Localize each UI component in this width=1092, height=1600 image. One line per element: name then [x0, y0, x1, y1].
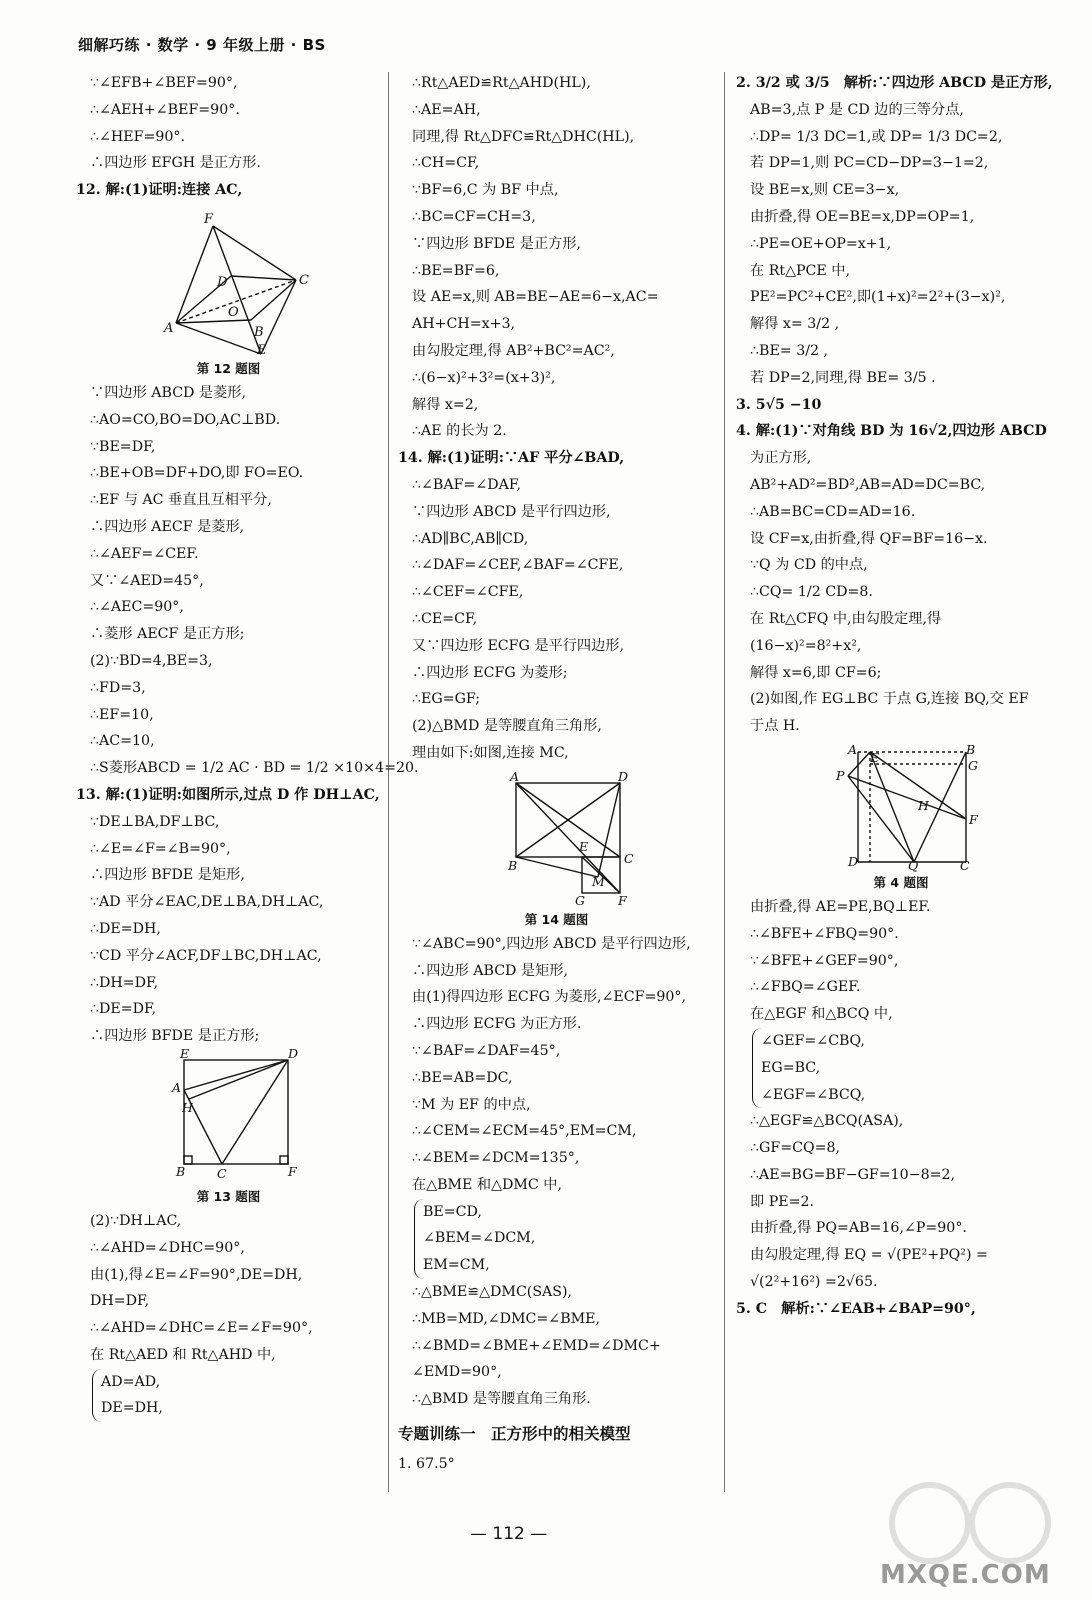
text-line: 又∵∠AED=45°,	[90, 572, 204, 589]
column-3	[736, 70, 1066, 1323]
text-line: ∴BE+OB=DF+DO,即 FO=EO.	[90, 465, 304, 482]
answer-5: 5. C 解析:∵∠EAB+∠BAP=90°,	[736, 1300, 976, 1317]
fig14-label: B	[508, 857, 518, 873]
text-line: ∴Rt△AED≌Rt△AHD(HL),	[412, 75, 591, 91]
text-line: 设 CF=x,由折叠,得 QF=BF=16−x.	[750, 530, 988, 547]
text-line: ∴∠AEC=90°,	[90, 599, 184, 616]
text-line: ∵四边形 BFDE 是正方形,	[412, 235, 582, 252]
text-block	[398, 1279, 715, 1413]
text-line: ∴CH=CF,	[412, 155, 480, 172]
text-line: ∵BF=6,C 为 BF 中点,	[412, 182, 559, 199]
fig12-label: B	[254, 324, 264, 340]
text-line: AB=3,点 P 是 CD 边的三等分点,	[750, 101, 964, 118]
question-13: 13. 解:(1)证明:如图所示,过点 D 作 DH⊥AC,	[76, 786, 380, 803]
text-block	[398, 931, 715, 1199]
text-line: 若 DP=2,同理,得 BE= 3/5 .	[750, 369, 936, 386]
fig13-label: H	[182, 1099, 193, 1115]
text-line: 为正方形,	[750, 450, 812, 467]
fig13-label: D	[288, 1045, 299, 1061]
text-line: ∴AD∥BC,AB∥CD,	[412, 530, 529, 547]
text-line: ∵∠BFE+∠GEF=90°,	[750, 952, 899, 969]
text-line: ∴四边形 BFDE 是正方形;	[90, 1028, 260, 1045]
column-divider	[724, 72, 725, 1492]
fig14-label: G	[575, 892, 585, 908]
text-line: ∴∠BAF=∠DAF,	[412, 476, 521, 493]
text-line: ∠BEM=∠DCM,	[423, 1230, 536, 1247]
text-line: ∴∠DAF=∠CEF,∠BAF=∠CFE,	[412, 557, 624, 574]
text-line: ∠GEF=∠CBQ,	[761, 1032, 865, 1049]
text-block	[76, 809, 381, 1050]
fig4-label: H	[918, 797, 929, 813]
page-number: — 112 —	[470, 1524, 548, 1544]
fig13-label: C	[217, 1165, 227, 1181]
text-line: ∴AE=BG=BF−GF=10−8=2,	[750, 1166, 956, 1183]
text-line: 又∵四边形 ECFG 是平行四边形,	[412, 637, 624, 654]
answer-1: 1. 67.5°	[398, 1456, 455, 1473]
text-line: 由(1),得∠E=∠F=90°,DE=DH,	[90, 1266, 303, 1283]
text-line: ∴四边形 ECFG 为菱形;	[412, 664, 568, 681]
fig12-label: C	[299, 272, 309, 288]
text-line: ∴FD=3,	[90, 679, 146, 696]
text-block	[398, 472, 715, 767]
text-line: 在△BME 和△DMC 中,	[412, 1176, 562, 1193]
text-block	[92, 1369, 381, 1423]
text-line: ∴∠AEF=∠CEF.	[90, 545, 199, 562]
fig14-label: A	[510, 768, 520, 784]
fig12-label: E	[257, 342, 267, 358]
text-line: (2)△BMD 是等腰直角三角形,	[412, 718, 602, 735]
text-block	[76, 1208, 381, 1369]
text-line: ∵四边形 ABCD 是菱形,	[90, 384, 247, 401]
text-line: 解得 x= 3/2 ,	[750, 316, 840, 333]
text-line: ∴∠AEH+∠BEF=90°.	[90, 101, 240, 118]
figure-14	[398, 768, 715, 908]
text-line: 理由如下:如图,连接 MC,	[412, 744, 569, 761]
text-line: ∴四边形 BFDE 是矩形,	[90, 867, 245, 884]
text-line: ∵∠EFB+∠BEF=90°,	[90, 75, 238, 91]
text-line: ∵Q 为 CD 的中点,	[750, 557, 868, 574]
text-line: ∴BC=CF=CH=3,	[412, 208, 536, 225]
question-12: 12. 解:(1)证明:连接 AC,	[76, 182, 243, 199]
text-line: ∴BE=AB=DC,	[412, 1069, 513, 1086]
text-line: ∴EF=10,	[90, 706, 154, 723]
text-line: ∴四边形 ECFG 为正方形.	[412, 1016, 582, 1033]
text-line: 设 AE=x,则 AB=BE−AE=6−x,AC=	[412, 289, 659, 306]
text-line: 由折叠,得 OE=BE=x,DP=OP=1,	[750, 208, 975, 225]
fig4-label: G	[968, 757, 978, 773]
text-line: ∠EMD=90°,	[412, 1364, 502, 1381]
text-line: ∴BE= 3/2 ,	[750, 342, 829, 359]
section-heading: 专题训练一 正方形中的相关模型	[398, 1425, 631, 1444]
text-line: 由(1)得四边形 ECFG 为菱形,∠ECF=90°,	[412, 989, 687, 1006]
text-line: ∴△BME≌△DMC(SAS),	[412, 1284, 573, 1301]
text-line: 即 PE=2.	[750, 1193, 815, 1210]
text-line: √(2²+16²) =2√65.	[750, 1274, 878, 1291]
fig12-label: A	[164, 320, 174, 336]
question-14: 14. 解:(1)证明:∵AF 平分∠BAD,	[398, 450, 625, 467]
figure-4	[736, 741, 1066, 873]
text-line: ∴四边形 EFGH 是正方形.	[90, 155, 261, 172]
text-line: ∴AO=CO,BO=DO,AC⊥BD.	[90, 411, 281, 428]
fig4-label: F	[969, 811, 978, 827]
text-line: 解得 x=6,即 CF=6;	[750, 664, 882, 681]
text-line: ∴∠BFE+∠FBQ=90°.	[750, 925, 899, 942]
fig12-label: O	[228, 304, 239, 320]
text-line: ∵BE=DF,	[90, 438, 156, 455]
text-line: ∴DE=DF,	[90, 1001, 157, 1018]
figure-13-caption: 第 13 题图	[196, 1188, 261, 1204]
text-block	[736, 1108, 1066, 1296]
text-line: ∵M 为 EF 的中点,	[412, 1096, 531, 1113]
text-line: EM=CM,	[423, 1257, 490, 1274]
text-line: 在 Rt△PCE 中,	[750, 262, 850, 279]
watermark-text: MXQE.COM	[880, 1560, 1051, 1590]
fig14-label: D	[618, 768, 629, 784]
column-divider	[388, 72, 389, 1492]
text-block	[76, 70, 381, 177]
text-line: 于点 H.	[750, 718, 800, 735]
figure-12	[76, 208, 381, 356]
fig14-label: M	[592, 873, 605, 889]
text-block	[76, 380, 419, 782]
answer-3: 3. 5√5 −10	[736, 396, 822, 413]
text-line: (2)如图,作 EG⊥BC 于点 G,连接 BQ,交 EF	[750, 691, 1029, 708]
text-line: ∴四边形 AECF 是菱形,	[90, 518, 245, 535]
text-line: 在△EGF 和△BCQ 中,	[750, 1006, 893, 1023]
fig4-label: Q	[908, 857, 919, 873]
fig4-label: B	[966, 741, 976, 757]
text-line: ∴∠FBQ=∠GEF.	[750, 979, 861, 996]
column-1	[76, 70, 419, 1422]
fig13-label: A	[172, 1079, 182, 1095]
text-line: BE=CD,	[423, 1203, 482, 1220]
answer-2: 2. 3/2 或 3/5 解析:∵四边形 ABCD 是正方形,	[736, 75, 1053, 91]
text-line: ∴DH=DF,	[90, 974, 159, 991]
text-line: ∴DE=DH,	[90, 920, 161, 937]
text-line: ∴∠E=∠F=∠B=90°,	[90, 840, 231, 857]
text-line: ∴△BMD 是等腰直角三角形.	[412, 1391, 591, 1408]
text-block	[736, 97, 1066, 392]
page-header: 细解巧练 · 数学 · 9 年级上册 · BS	[78, 36, 326, 54]
text-line: ∴AB=BC=CD=AD=16.	[750, 503, 916, 520]
text-block	[736, 445, 1066, 740]
text-line: ∴CQ= 1/2 CD=8.	[750, 584, 873, 601]
text-line: ∴EG=GF;	[412, 691, 481, 708]
text-line: ∴∠CEF=∠CFE,	[412, 584, 524, 601]
text-line: 同理,得 Rt△DFC≌Rt△DHC(HL),	[412, 128, 635, 145]
text-line: 设 BE=x,则 CE=3−x,	[750, 182, 900, 199]
fig4-label: C	[960, 857, 970, 873]
text-line: ∴MB=MD,∠DMC=∠BME,	[412, 1310, 601, 1327]
text-line: (16−x)²=8²+x²,	[750, 637, 862, 654]
text-line: ∴S菱形ABCD = 1/2 AC · BD = 1/2 ×10×4=20.	[90, 760, 419, 777]
figure-4-caption: 第 4 题图	[873, 874, 929, 890]
text-line: 在 Rt△CFQ 中,由勾股定理,得	[750, 610, 942, 627]
figure-14-caption: 第 14 题图	[524, 911, 589, 927]
figure-13	[76, 1045, 381, 1184]
text-line: 解得 x=2,	[412, 396, 479, 413]
text-line: ∴菱形 AECF 是正方形;	[90, 626, 245, 643]
text-line: ∴∠AHD=∠DHC=90°,	[90, 1239, 245, 1256]
figure-12-caption: 第 12 题图	[196, 360, 261, 376]
fig13-label: B	[176, 1163, 186, 1179]
text-line: 由折叠,得 PQ=AB=16,∠P=90°.	[750, 1220, 967, 1237]
text-line: ∴GF=CQ=8,	[750, 1140, 841, 1157]
text-line: ∴BE=BF=6,	[412, 262, 500, 279]
fig14-label: E	[579, 838, 589, 854]
text-line: AB²+AD²=BD²,AB=AD=DC=BC,	[750, 476, 986, 493]
text-line: ∵∠BAF=∠DAF=45°,	[412, 1042, 561, 1059]
text-line: 若 DP=1,则 PC=CD−DP=3−1=2,	[750, 155, 989, 172]
question-4: 4. 解:(1)∵对角线 BD 为 16√2,四边形 ABCD	[736, 423, 1047, 440]
text-line: 由勾股定理,得 EQ = √(PE²+PQ²) =	[750, 1247, 988, 1264]
fig12-label: D	[217, 274, 228, 290]
text-line: AH+CH=x+3,	[412, 316, 516, 333]
text-line: PE²=PC²+CE²,即(1+x)²=2²+(3−x)²,	[750, 289, 1006, 306]
text-line: (2)∵BD=4,BE=3,	[90, 652, 213, 669]
text-block	[752, 1028, 1066, 1108]
text-block	[736, 894, 1066, 1028]
text-line: ∴PE=OE+OP=x+1,	[750, 235, 892, 252]
text-line: 由折叠,得 AE=PE,BQ⊥EF.	[750, 898, 931, 915]
fig4-label: E	[870, 749, 880, 765]
text-line: ∵DE⊥BA,DF⊥BC,	[90, 813, 220, 830]
text-block	[414, 1199, 715, 1279]
text-block	[398, 70, 715, 445]
text-line: ∴∠BEM=∠DCM=135°,	[412, 1150, 580, 1167]
fig13-label: F	[288, 1163, 297, 1179]
text-line: ∴AE=AH,	[412, 101, 481, 118]
fig14-label: F	[618, 892, 627, 908]
text-line: (2)∵DH⊥AC,	[90, 1212, 182, 1229]
text-line: ∵AD 平分∠EAC,DE⊥BA,DH⊥AC,	[90, 894, 324, 911]
text-line: ∴∠HEF=90°.	[90, 128, 186, 145]
text-line: ∴∠CEM=∠ECM=45°,EM=CM,	[412, 1123, 637, 1140]
text-line: 由勾股定理,得 AB²+BC²=AC²,	[412, 342, 615, 359]
fig4-label: D	[848, 853, 859, 869]
text-line: ∠EGF=∠BCQ,	[761, 1086, 866, 1103]
text-line: DE=DH,	[101, 1400, 163, 1417]
text-line: ∵∠ABC=90°,四边形 ABCD 是平行四边形,	[412, 935, 691, 952]
fig14-label: C	[624, 850, 634, 866]
text-line: ∴AE 的长为 2.	[412, 423, 507, 440]
fig4-label: A	[848, 741, 858, 757]
fig13-label: E	[180, 1045, 190, 1061]
text-line: DH=DF,	[90, 1293, 150, 1310]
text-line: ∵四边形 ABCD 是平行四边形,	[412, 503, 611, 520]
text-line: ∴DP= 1/3 DC=1,或 DP= 1/3 DC=2,	[750, 128, 1003, 145]
text-line: 在 Rt△AED 和 Rt△AHD 中,	[90, 1346, 276, 1363]
fig4-label: P	[836, 767, 845, 783]
text-line: ∴∠AHD=∠DHC=∠E=∠F=90°,	[90, 1320, 313, 1337]
text-line: ∴四边形 ABCD 是矩形,	[412, 962, 569, 979]
text-line: ∴CE=CF,	[412, 610, 478, 627]
text-line: ∴EF 与 AC 垂直且互相平分,	[90, 492, 272, 509]
text-line: ∴AC=10,	[90, 733, 155, 750]
text-line: EG=BC,	[761, 1059, 821, 1076]
text-line: ∴△EGF≌△BCQ(ASA),	[750, 1113, 904, 1130]
column-2	[398, 70, 715, 1478]
text-line: ∴(6−x)²+3²=(x+3)²,	[412, 369, 556, 386]
text-line: AD=AD,	[101, 1373, 161, 1390]
text-line: ∵CD 平分∠ACF,DF⊥BC,DH⊥AC,	[90, 947, 322, 964]
text-line: ∴∠BMD=∠BME+∠EMD=∠DMC+	[412, 1337, 661, 1354]
fig12-label: F	[204, 211, 214, 227]
